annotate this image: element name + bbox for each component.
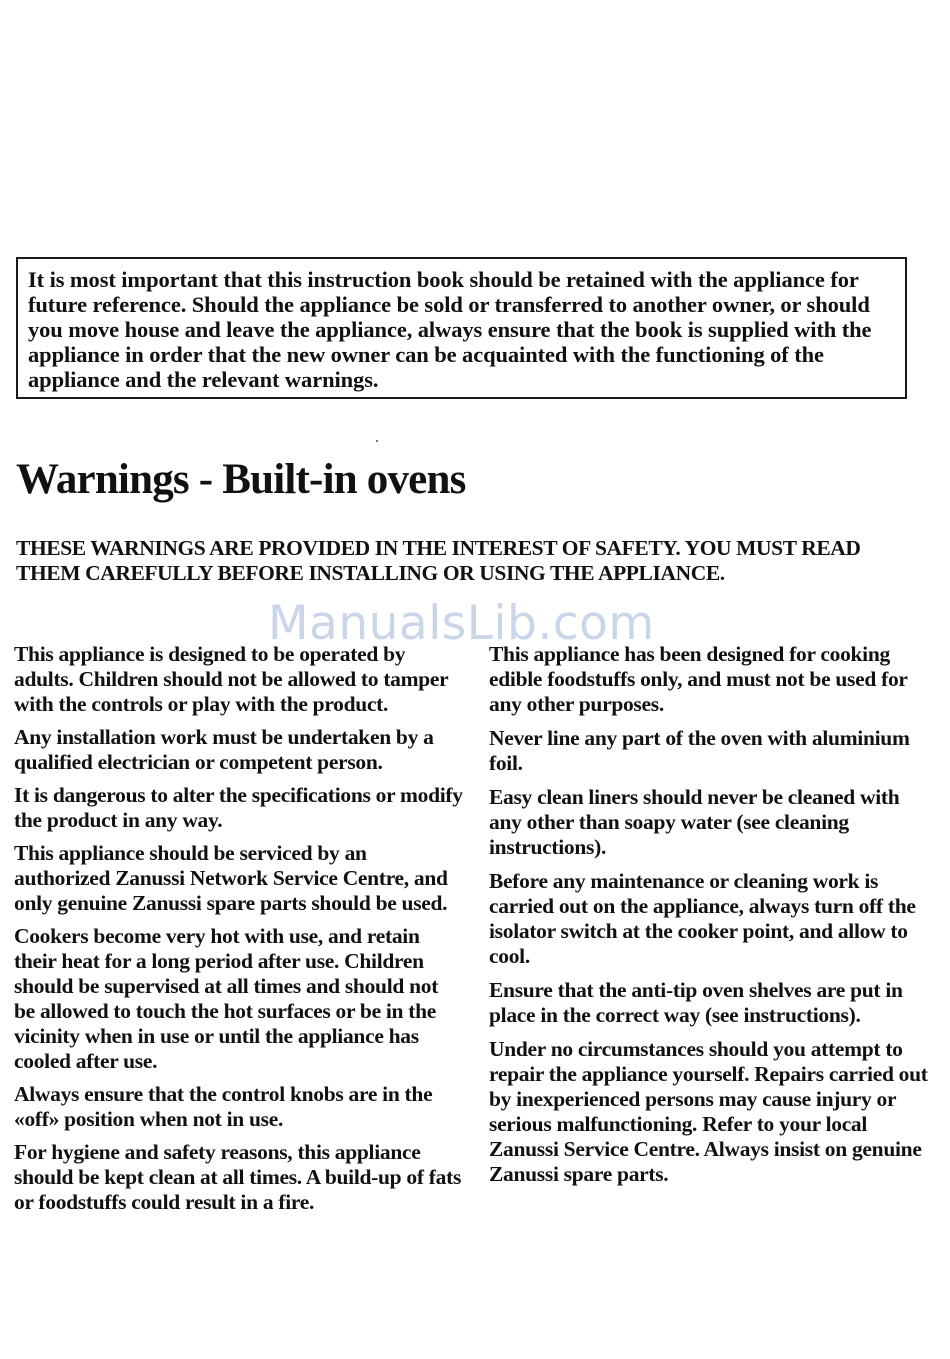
warning-paragraph: Cookers become very hot with use, and retain their heat for a long period after use. Children should be supervised at all times and should not be allowed to touch the hot surfaces or be in the vicinity when in use or until the appliance has cooled after use. [14,924,439,1073]
warning-intro: THESE WARNINGS ARE PROVIDED IN THE INTEREST OF SAFETY. YOU MUST READ THEM CAREFULLY BEFORE INSTALLING OR USING THE APPLIANCE. [16,536,861,585]
warning-paragraph: This appliance is designed to be operated by adults. Children should not be allowed to tamper with the controls or play with the product. [14,642,448,716]
warning-paragraph: This appliance should be serviced by an authorized Zanussi Network Service Centre, and only genuine Zanussi spare parts should be used. [14,841,448,915]
warning-paragraph: Under no circumstances should you attempt to repair the appliance yourself. Repairs carried out by inexperienced persons may cause injury or serious malfunctioning. Refer to your local Zanussi Service Centre. Always insist on genuine Zanussi spare parts. [489,1037,928,1186]
left-column [14,642,464,1223]
watermark: ManualsLib.com [268,596,655,651]
notice-text: It is most important that this instruction book should be retained with the appliance for future reference. Should the appliance be sold or transferred to another owner, or should you move house and leave the appliance, always ensure that the book is supplied with the appliance in order that the new owner can be acquainted with the functioning of the appliance and the relevant warnings. [28,267,872,392]
warning-paragraph: Easy clean liners should never be cleaned with any other than soapy water (see cleaning instructions). [489,785,900,859]
right-column [489,642,934,1196]
scan-speck [376,440,378,442]
warning-paragraph: Ensure that the anti-tip oven shelves are put in place in the correct way (see instructions). [489,978,903,1027]
page-title: Warnings - Built-in ovens [16,456,466,503]
warning-paragraph: Always ensure that the control knobs are in the «off» position when not in use. [14,1082,433,1131]
warning-paragraph: It is dangerous to alter the specifications or modify the product in any way. [14,783,463,832]
warning-paragraph: For hygiene and safety reasons, this appliance should be kept clean at all times. A build-up of fats or foodstuffs could result in a fire. [14,1140,462,1214]
warning-paragraph: Any installation work must be undertaken by a qualified electrician or competent person. [14,725,434,774]
warning-paragraph: Never line any part of the oven with aluminium foil. [489,726,910,775]
warning-paragraph: This appliance has been designed for cooking edible foodstuffs only, and must not be used for any other purposes. [489,642,908,716]
warning-paragraph: Before any maintenance or cleaning work is carried out on the appliance, always turn off the isolator switch at the cooker point, and allow to cool. [489,869,916,968]
notice-box [16,257,907,399]
